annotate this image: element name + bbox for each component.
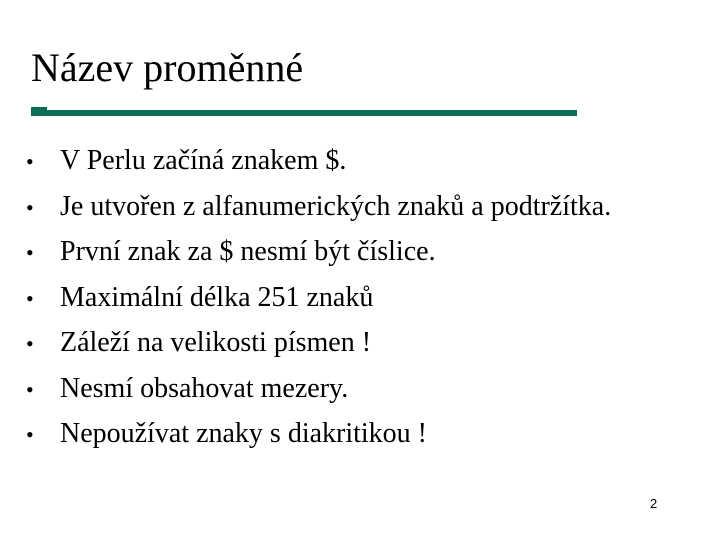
bullet-list — [26, 138, 611, 457]
bullet-item — [26, 320, 611, 366]
bullet-text: Nepoužívat znaky s diakritikou ! — [60, 418, 428, 449]
bullet-item — [26, 138, 611, 184]
bullet-icon: • — [26, 285, 34, 311]
bullet-item — [26, 275, 611, 321]
bullet-icon: • — [26, 149, 34, 174]
bullet-text: V Perlu začíná znakem $. — [60, 145, 347, 176]
bullet-text: Je utvořen z alfanumerických znaků a podtržítka. — [60, 190, 612, 222]
bullet-icon: • — [26, 422, 34, 447]
bullet-item — [26, 229, 611, 275]
bullet-icon: • — [26, 194, 34, 220]
slide-title: Název proměnné — [31, 45, 304, 90]
bullet-icon: • — [26, 240, 34, 265]
bullet-text: Nesmí obsahovat mezery. — [60, 372, 349, 404]
title-underline — [31, 110, 577, 116]
bullet-item — [26, 366, 611, 412]
bullet-item — [26, 184, 611, 230]
bullet-item — [26, 411, 611, 457]
page-number: 2 — [650, 496, 658, 511]
bullet-icon: • — [26, 331, 34, 356]
bullet-icon: • — [26, 376, 34, 402]
bullet-text: Maximální délka 251 znaků — [60, 281, 374, 313]
bullet-text: První znak za $ nesmí být číslice. — [60, 236, 436, 267]
bullet-text: Záleží na velikosti písmen ! — [60, 327, 372, 358]
